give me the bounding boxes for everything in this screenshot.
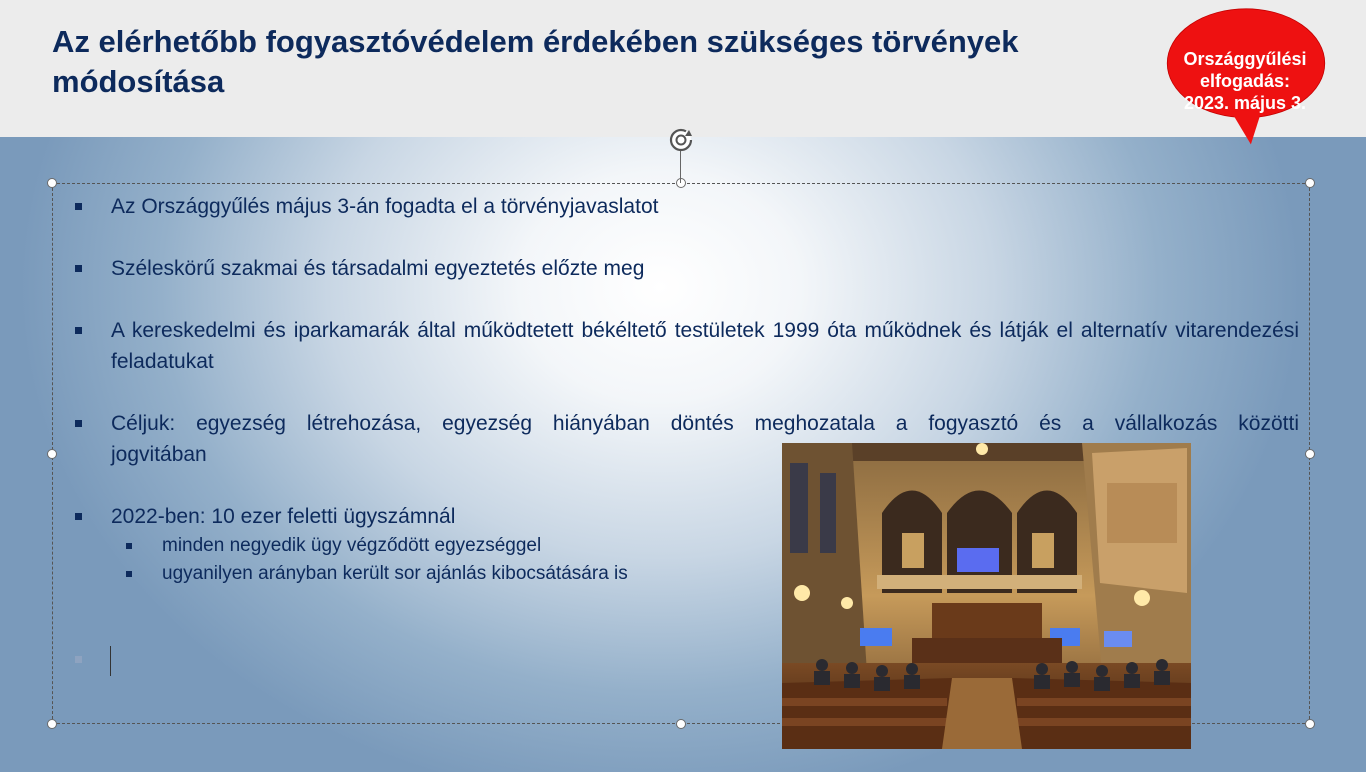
slide-title[interactable]: Az elérhetőbb fogyasztóvédelem érdekében szükséges törvények módosítása bbox=[52, 24, 1019, 99]
bullet-text bbox=[111, 408, 1299, 466]
text-cursor bbox=[110, 646, 111, 676]
rotate-icon[interactable] bbox=[666, 125, 696, 155]
resize-handle-top-middle[interactable] bbox=[676, 178, 686, 188]
badge-line: 2023. május 3. bbox=[1183, 93, 1307, 113]
square-bullet-icon bbox=[75, 327, 82, 334]
bullet-text-line: jogvitában bbox=[111, 443, 207, 466]
square-bullet-icon bbox=[126, 571, 132, 577]
square-bullet-icon bbox=[126, 543, 132, 549]
square-bullet-icon bbox=[75, 203, 82, 210]
parliament-chamber-photo[interactable] bbox=[782, 443, 1191, 749]
list-item bbox=[72, 191, 1299, 222]
list-item bbox=[72, 253, 1299, 284]
list-item bbox=[72, 408, 1299, 470]
resize-handle-bottom-middle[interactable] bbox=[676, 719, 686, 729]
resize-handle-middle-left[interactable] bbox=[47, 449, 57, 459]
list-item bbox=[72, 315, 1299, 377]
square-bullet-icon bbox=[75, 513, 82, 520]
bullet-text: Az Országgyűlés május 3-án fogadta el a törvényjavaslatot bbox=[111, 195, 659, 218]
resize-handle-bottom-right[interactable] bbox=[1305, 719, 1315, 729]
square-bullet-icon bbox=[75, 265, 82, 272]
resize-handle-top-left[interactable] bbox=[47, 178, 57, 188]
badge-text bbox=[1150, 48, 1340, 114]
resize-handle-bottom-left[interactable] bbox=[47, 719, 57, 729]
resize-handle-middle-right[interactable] bbox=[1305, 449, 1315, 459]
bullet-text: Széleskörű szakmai és társadalmi egyeztetés előzte meg bbox=[111, 257, 645, 280]
bullet-text: A kereskedelmi és iparkamarák által működtetett békéltető testületek 1999 óta működnek és látják el alternatív vitarendezési feladatukat bbox=[111, 319, 1299, 373]
empty-bullet-icon bbox=[75, 656, 82, 663]
badge-line: elfogadás: bbox=[1199, 71, 1291, 91]
badge-line: Országgyűlési bbox=[1183, 49, 1307, 69]
sub-bullet-text: minden negyedik ügy végződött egyezséggel bbox=[162, 535, 542, 556]
sub-bullet-text: ugyanilyen arányban került sor ajánlás kibocsátására is bbox=[162, 563, 628, 584]
square-bullet-icon bbox=[75, 420, 82, 427]
bullet-text: 2022-ben: 10 ezer feletti ügyszámnál bbox=[111, 505, 456, 528]
resize-handle-top-right[interactable] bbox=[1305, 178, 1315, 188]
bullet-text-line: Céljuk: egyezség létrehozása, egyezség hiányában döntés meghozatala a fogyasztó és a vállalkozás közötti bbox=[111, 412, 1299, 435]
